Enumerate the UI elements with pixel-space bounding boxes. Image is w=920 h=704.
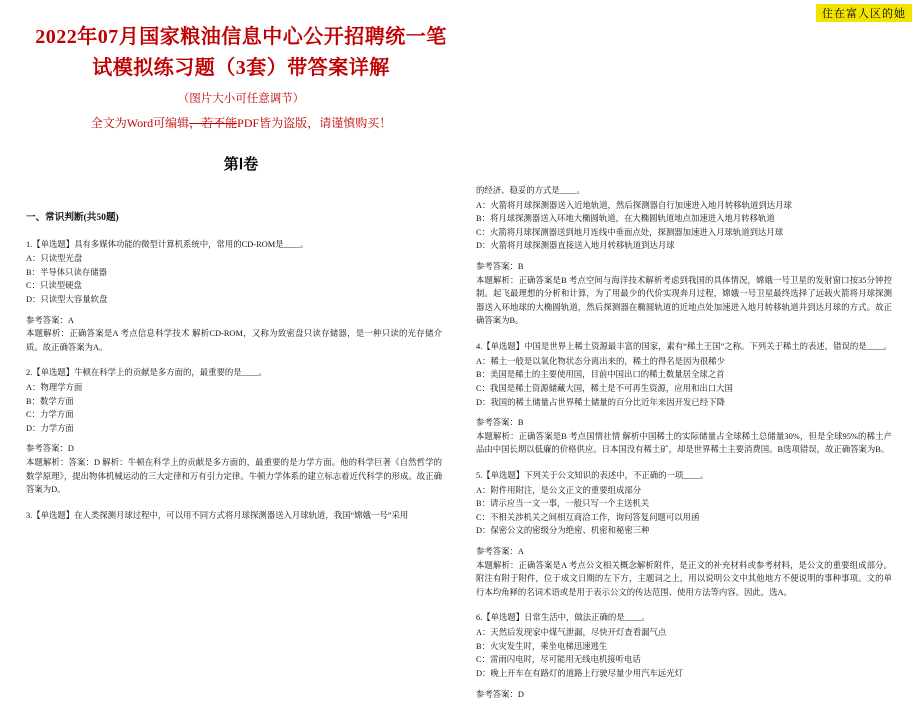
option: A：天然后发现家中煤气泄漏，尽快开灯查看漏气点 [476,628,667,638]
question-item [26,366,442,496]
option: D：晚上开车在有路灯的道路上行驶尽量少用汽车远光灯 [476,668,684,678]
option: A：物理学方面 [26,383,83,393]
edit-note-2: ，若不能 [189,116,238,130]
explanation: 本题解析：正确答案是B 考点空间与海洋技术解析考虑到我国的具体情况，嫦娥一号卫星的发射窗口按35分钟控制。起飞最理想的分析和计算，为了用最少的代价实现奔月过程，嫦娥一号卫星最终选择了远载火箭将月球探测器送入环地球的大椭圆轨道，然后探测器在椭圆轨道的近地点处加速进入地月转移轨道并到达月球的方式。故正确答案为B。 [476,275,892,326]
question-item [476,469,892,599]
answer-line: 参考答案：D [26,444,74,454]
option: C：我国是稀土资源储藏大国，稀土是不可再生资源，应用和出口大国 [476,383,733,393]
question-stem: 2.【单选题】牛顿在科学上的贡献是多方面的，最重要的是____。 [26,368,267,378]
option: C：只读型硬盘 [26,281,82,291]
option: A：稀土一般是以氧化物状态分离出来的，稀土的得名是因为很稀少 [476,356,725,366]
page-title: 2022年07月国家粮油信息中心公开招聘统一笔试模拟练习题（3套）带答案详解 [35,26,447,79]
option: B：美国是稀土的主要使用国，目前中国出口的稀土数量居全球之首 [476,370,725,380]
explanation: 本题解析：正确答案是A 考点公文相关概念解析附件，是正文的补充材料或参考材料，是公文的重要组成部分。附注有附于附件，位于成文日期的左下方，主题词之上，用以说明公文中其他地方不便说明的事种事项。文的单行本均角释的名词术语或是用于表示公文的传达范围、使用方法等内容。因此，选A。 [476,560,892,597]
edit-note [26,114,456,131]
option: D：保密公文的密级分为绝密、机密和秘密三种 [476,526,650,536]
question-stem: 6.【单选题】日常生活中，做法正确的是____。 [476,613,650,623]
option: B：半导体只读存储器 [26,267,107,277]
option: D：只读型大容量软盘 [26,294,108,304]
option: B：火灾发生时，乘坐电梯迅速逃生 [476,641,608,651]
question-stem: 5.【单选题】下列关于公文知识的表述中，不正确的一项____。 [476,470,709,480]
answer-line: 参考答案：A [26,315,74,325]
explanation: 本题解析：正确答案是B 考点国情社情 解析中国稀土的实际储量占全球稀土总储量30%，但是全球95%的稀土产品由中国长期以低廉的价格供应。日本国没有稀土矿，却是世界稀土主要消费国。B选项错误，故正确答案为B。 [476,431,892,455]
question-stem: 1.【单选题】具有多媒体功能的微型计算机系统中，常用的CD-ROM是____。 [26,239,309,249]
answer-line: 参考答案：D [476,689,524,699]
edit-note-3: PDF皆为盗版 [237,116,308,130]
option: A：只读型光盘 [26,254,83,264]
option: B：数学方面 [26,396,74,406]
edit-note-1: 全文为Word可编辑 [90,116,190,130]
question-stem: 4.【单选题】中国是世界上稀土资源最丰富的国家，素有“稀土王国”之称。下列关于稀土的表述，错误的是____。 [476,342,892,352]
right-column [476,184,892,704]
option: C：雷雨闪电时，尽可能用无线电机接听电话 [476,655,641,665]
question-stem-continued: 的经济、稳妥的方式是____。 [476,186,585,195]
two-column-body [26,184,894,704]
paper-label: 第Ⅰ卷 [223,157,259,173]
option: D：火箭将月球探测器直接送入地月转移轨道到达月球 [476,241,675,251]
answer-line: 参考答案：B [476,418,524,428]
option: C：不相关涉机关之间相互商洽工作，询问答复问题可以用函 [476,512,700,522]
edit-note-4: ，请谨慎购买！ [307,116,392,130]
explanation: 本题解析：正确答案是A 考点信息科学技术 解析CD-ROM，又称为致密盘只读存储器，是一种只读的光存储介质。故正确答案为A。 [26,329,442,352]
option: B：将月球探测器送入环地大椭圆轨道，在大椭圆轨道地点加速进入地月转移轨道 [476,214,775,224]
question-item [26,509,442,523]
section-heading: 一、常识判断(共50题) [26,212,119,223]
question-stem: 3.【单选题】在人类探测月球过程中，可以用不同方式将月球探测器送入月球轨道，我国“嫦娥一号”采用 [26,510,409,520]
option: D：力学方面 [26,423,74,433]
option: D：我国的稀土储量占世界稀土储量的百分比近年来因开发已经下降 [476,397,725,407]
answer-line: 参考答案：B [476,262,524,272]
watermark-badge: 住在富人区的她 [816,4,912,22]
explanation: 本题解析：答案：D 解析：牛顿在科学上的贡献是多方面的，最重要的是力学方面。他的科学巨著《自然哲学的数学原理》，提出物体机械运动的三大定律和万有引力定律。牛顿力学体系的建立标志着近代科学的形成。故正确答案为D。 [26,458,442,495]
option: A：火箭将月球探测器送入近地轨道，然后探测器自行加速进入地月转移轨道到达月球 [476,200,792,210]
left-column [26,184,442,704]
question-item [476,340,892,457]
option: C：火箭将月球探测器送到地月连线中垂面点处，探测器加速进入月球轨道到达月球 [476,227,784,237]
question-item [26,238,442,355]
question-item [476,611,892,701]
option: B：请示应当一文一事，一般只写一个主送机关 [476,499,650,509]
option: A：附件用附注，是公文正文的重要组成部分 [476,485,642,495]
question-item-continued [476,184,892,328]
answer-line: 参考答案：A [476,547,524,557]
image-size-note: （图片大小可任意调节） [177,93,305,105]
option: C：力学方面 [26,410,74,420]
